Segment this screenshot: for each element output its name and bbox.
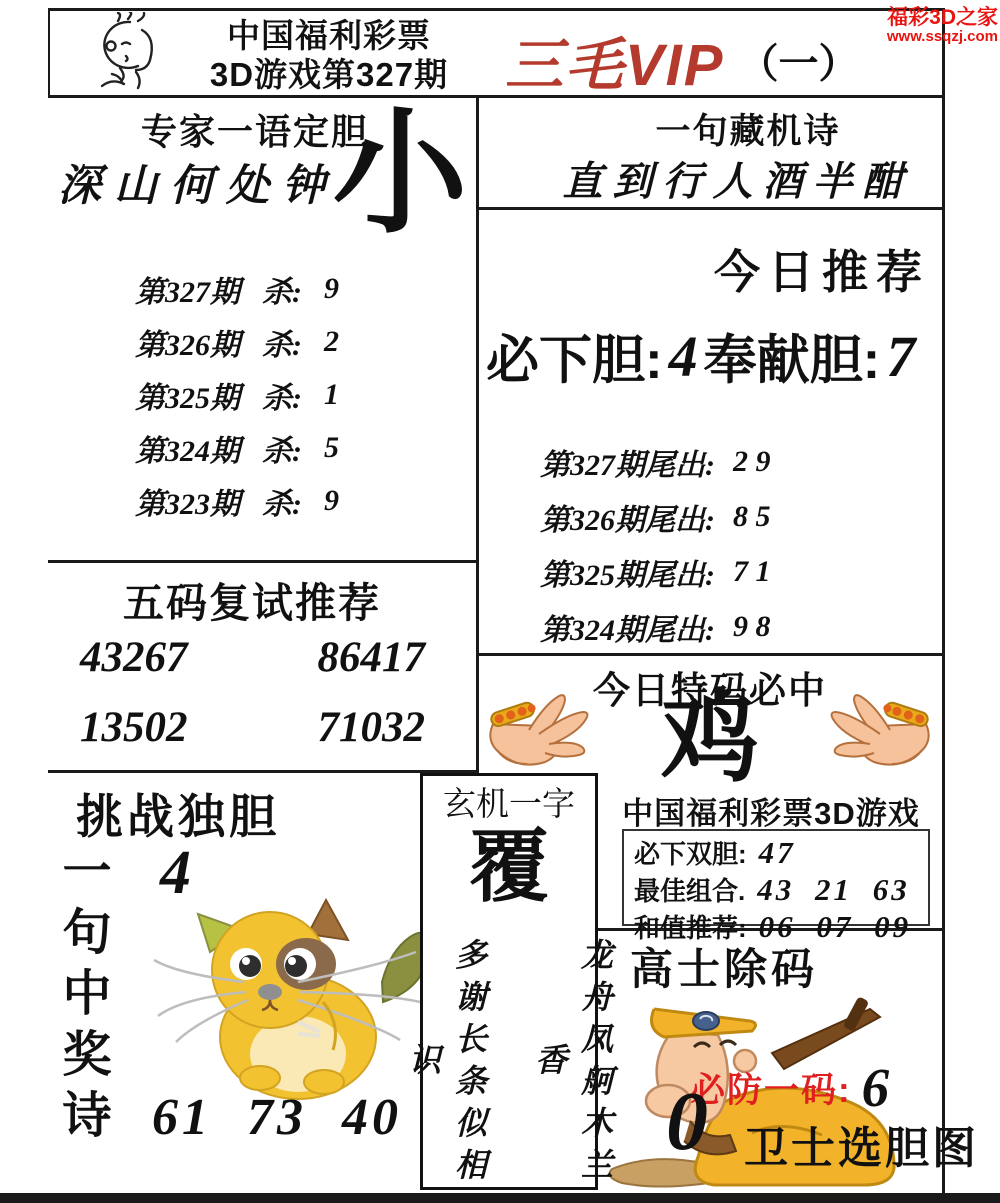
recommend-title: 今日推荐	[714, 246, 930, 298]
stats-label: 最佳组合.	[634, 876, 746, 906]
stats-title: 中国福利彩票3D游戏	[622, 796, 920, 831]
kill-issue: 第323期	[135, 487, 240, 521]
hand-gesture-left-illustration	[483, 686, 601, 780]
kill-row	[135, 368, 435, 421]
tail-row	[540, 544, 900, 599]
kill-label: 杀:	[262, 381, 302, 415]
kill-issue: 第326期	[135, 328, 240, 362]
challenge-dan-value: 4	[160, 839, 191, 907]
kill-issue: 第325期	[135, 381, 240, 415]
five-code-title: 五码复试推荐	[123, 580, 381, 626]
kill-value: 9	[324, 271, 339, 305]
tail-value: 9 8	[733, 609, 771, 643]
five-code-number: 71032	[317, 703, 425, 751]
hand-gesture-right-illustration	[818, 686, 936, 780]
prevent-value: 6	[861, 1057, 890, 1118]
site-watermark	[858, 6, 998, 46]
tail-value: 8 5	[733, 499, 771, 533]
xuanji-verse-right: 龙舟凤舸木兰香	[531, 938, 613, 1190]
stats-row	[634, 871, 918, 908]
brand-edition: （一）	[738, 41, 859, 86]
stats-value: 43 21 63	[757, 871, 910, 907]
kill-issue: 第324期	[135, 434, 240, 468]
stats-label: 必下双胆:	[634, 839, 747, 869]
cangji-verse: 直到行人酒半酣	[562, 159, 913, 204]
five-code-number: 86417	[317, 633, 425, 681]
cangji-divider	[479, 207, 942, 210]
tail-value: 2 9	[733, 444, 771, 478]
kill-row	[135, 262, 435, 315]
must-dan-label: 必下胆:	[486, 331, 663, 390]
tail-issue: 第324期尾出:	[540, 613, 715, 647]
five-code-divider	[48, 560, 476, 563]
top-border	[48, 8, 945, 11]
kill-value: 5	[324, 430, 339, 464]
tail-list	[540, 434, 900, 654]
kill-label: 杀:	[262, 487, 302, 521]
prevent-label: 必防一码:	[690, 1070, 852, 1110]
expert-verse: 深山何处钟	[58, 163, 338, 210]
xuanji-verse-left: 多谢长条似相识	[405, 938, 487, 1190]
lottery-title-line2: 3D游戏第327期	[209, 56, 449, 93]
brand-name: 三毛VIP	[505, 33, 725, 98]
xuanji-verse-columns	[405, 919, 613, 1203]
stats-value: 06 07 09	[758, 908, 912, 944]
offer-dan-value: 7	[886, 323, 916, 389]
dan-line	[486, 318, 946, 394]
stats-label: 和值推荐:	[634, 913, 747, 943]
tail-row	[540, 599, 900, 654]
lottery-title	[183, 16, 475, 94]
xuanji-title: 玄机一字	[443, 787, 575, 823]
stats-value: 47	[758, 834, 796, 870]
win-numbers: 61 73 40	[152, 1089, 402, 1146]
offer-dan-label: 奉献胆:	[703, 331, 881, 390]
cangji-title: 一句藏机诗	[655, 112, 841, 151]
tail-issue: 第325期尾出:	[540, 558, 715, 592]
five-code-number: 13502	[80, 703, 188, 751]
special-title: 今日特码必中	[593, 670, 827, 711]
site-name: 福彩3D之家	[887, 6, 998, 29]
tail-issue: 第327期尾出:	[540, 448, 715, 482]
tail-value: 7 1	[733, 554, 771, 588]
kill-issue: 第327期	[135, 275, 240, 309]
kill-row	[135, 315, 435, 368]
kill-label: 杀:	[262, 275, 302, 309]
five-code-grid	[80, 622, 425, 762]
xuanji-char: 覆	[469, 822, 549, 911]
five-code-number: 43267	[80, 633, 188, 681]
kill-row	[135, 474, 435, 527]
guard-caption: 卫士选胆图	[744, 1124, 979, 1173]
guard-zero: 0	[666, 1075, 708, 1168]
kill-value: 2	[324, 324, 339, 358]
lottery-title-line1: 中国福利彩票	[227, 17, 431, 54]
special-zodiac-char: 鸡	[660, 683, 759, 793]
kill-list	[135, 262, 435, 527]
expert-dan-char: 小	[332, 98, 468, 249]
expert-section-title: 专家一语定胆	[140, 111, 369, 152]
kill-label: 杀:	[262, 328, 302, 362]
guard-title: 高士除码	[630, 946, 818, 994]
tail-issue: 第326期尾出:	[540, 503, 715, 537]
challenge-divider	[48, 770, 476, 773]
challenge-title: 挑战独胆	[76, 790, 280, 843]
center-divider	[476, 95, 479, 775]
tail-row	[540, 489, 900, 544]
tail-row	[540, 434, 900, 489]
challenge-vertical-caption: 一句中奖诗	[56, 845, 110, 1150]
must-dan-value: 4	[668, 323, 698, 389]
five-code-row	[80, 692, 425, 762]
five-code-row	[80, 622, 425, 692]
prevent-row	[690, 1056, 889, 1119]
stats-box	[622, 829, 930, 944]
stats-row	[634, 834, 918, 871]
kill-row	[135, 421, 435, 474]
right-border	[942, 8, 945, 1196]
kill-value: 9	[324, 483, 339, 517]
site-url: www.ssqzj.com	[886, 28, 998, 46]
xuanji-box	[405, 773, 613, 1190]
kill-value: 1	[324, 377, 339, 411]
kill-label: 杀:	[262, 434, 302, 468]
header-left-border	[48, 8, 50, 98]
sanmao-boy-illustration	[78, 12, 178, 92]
